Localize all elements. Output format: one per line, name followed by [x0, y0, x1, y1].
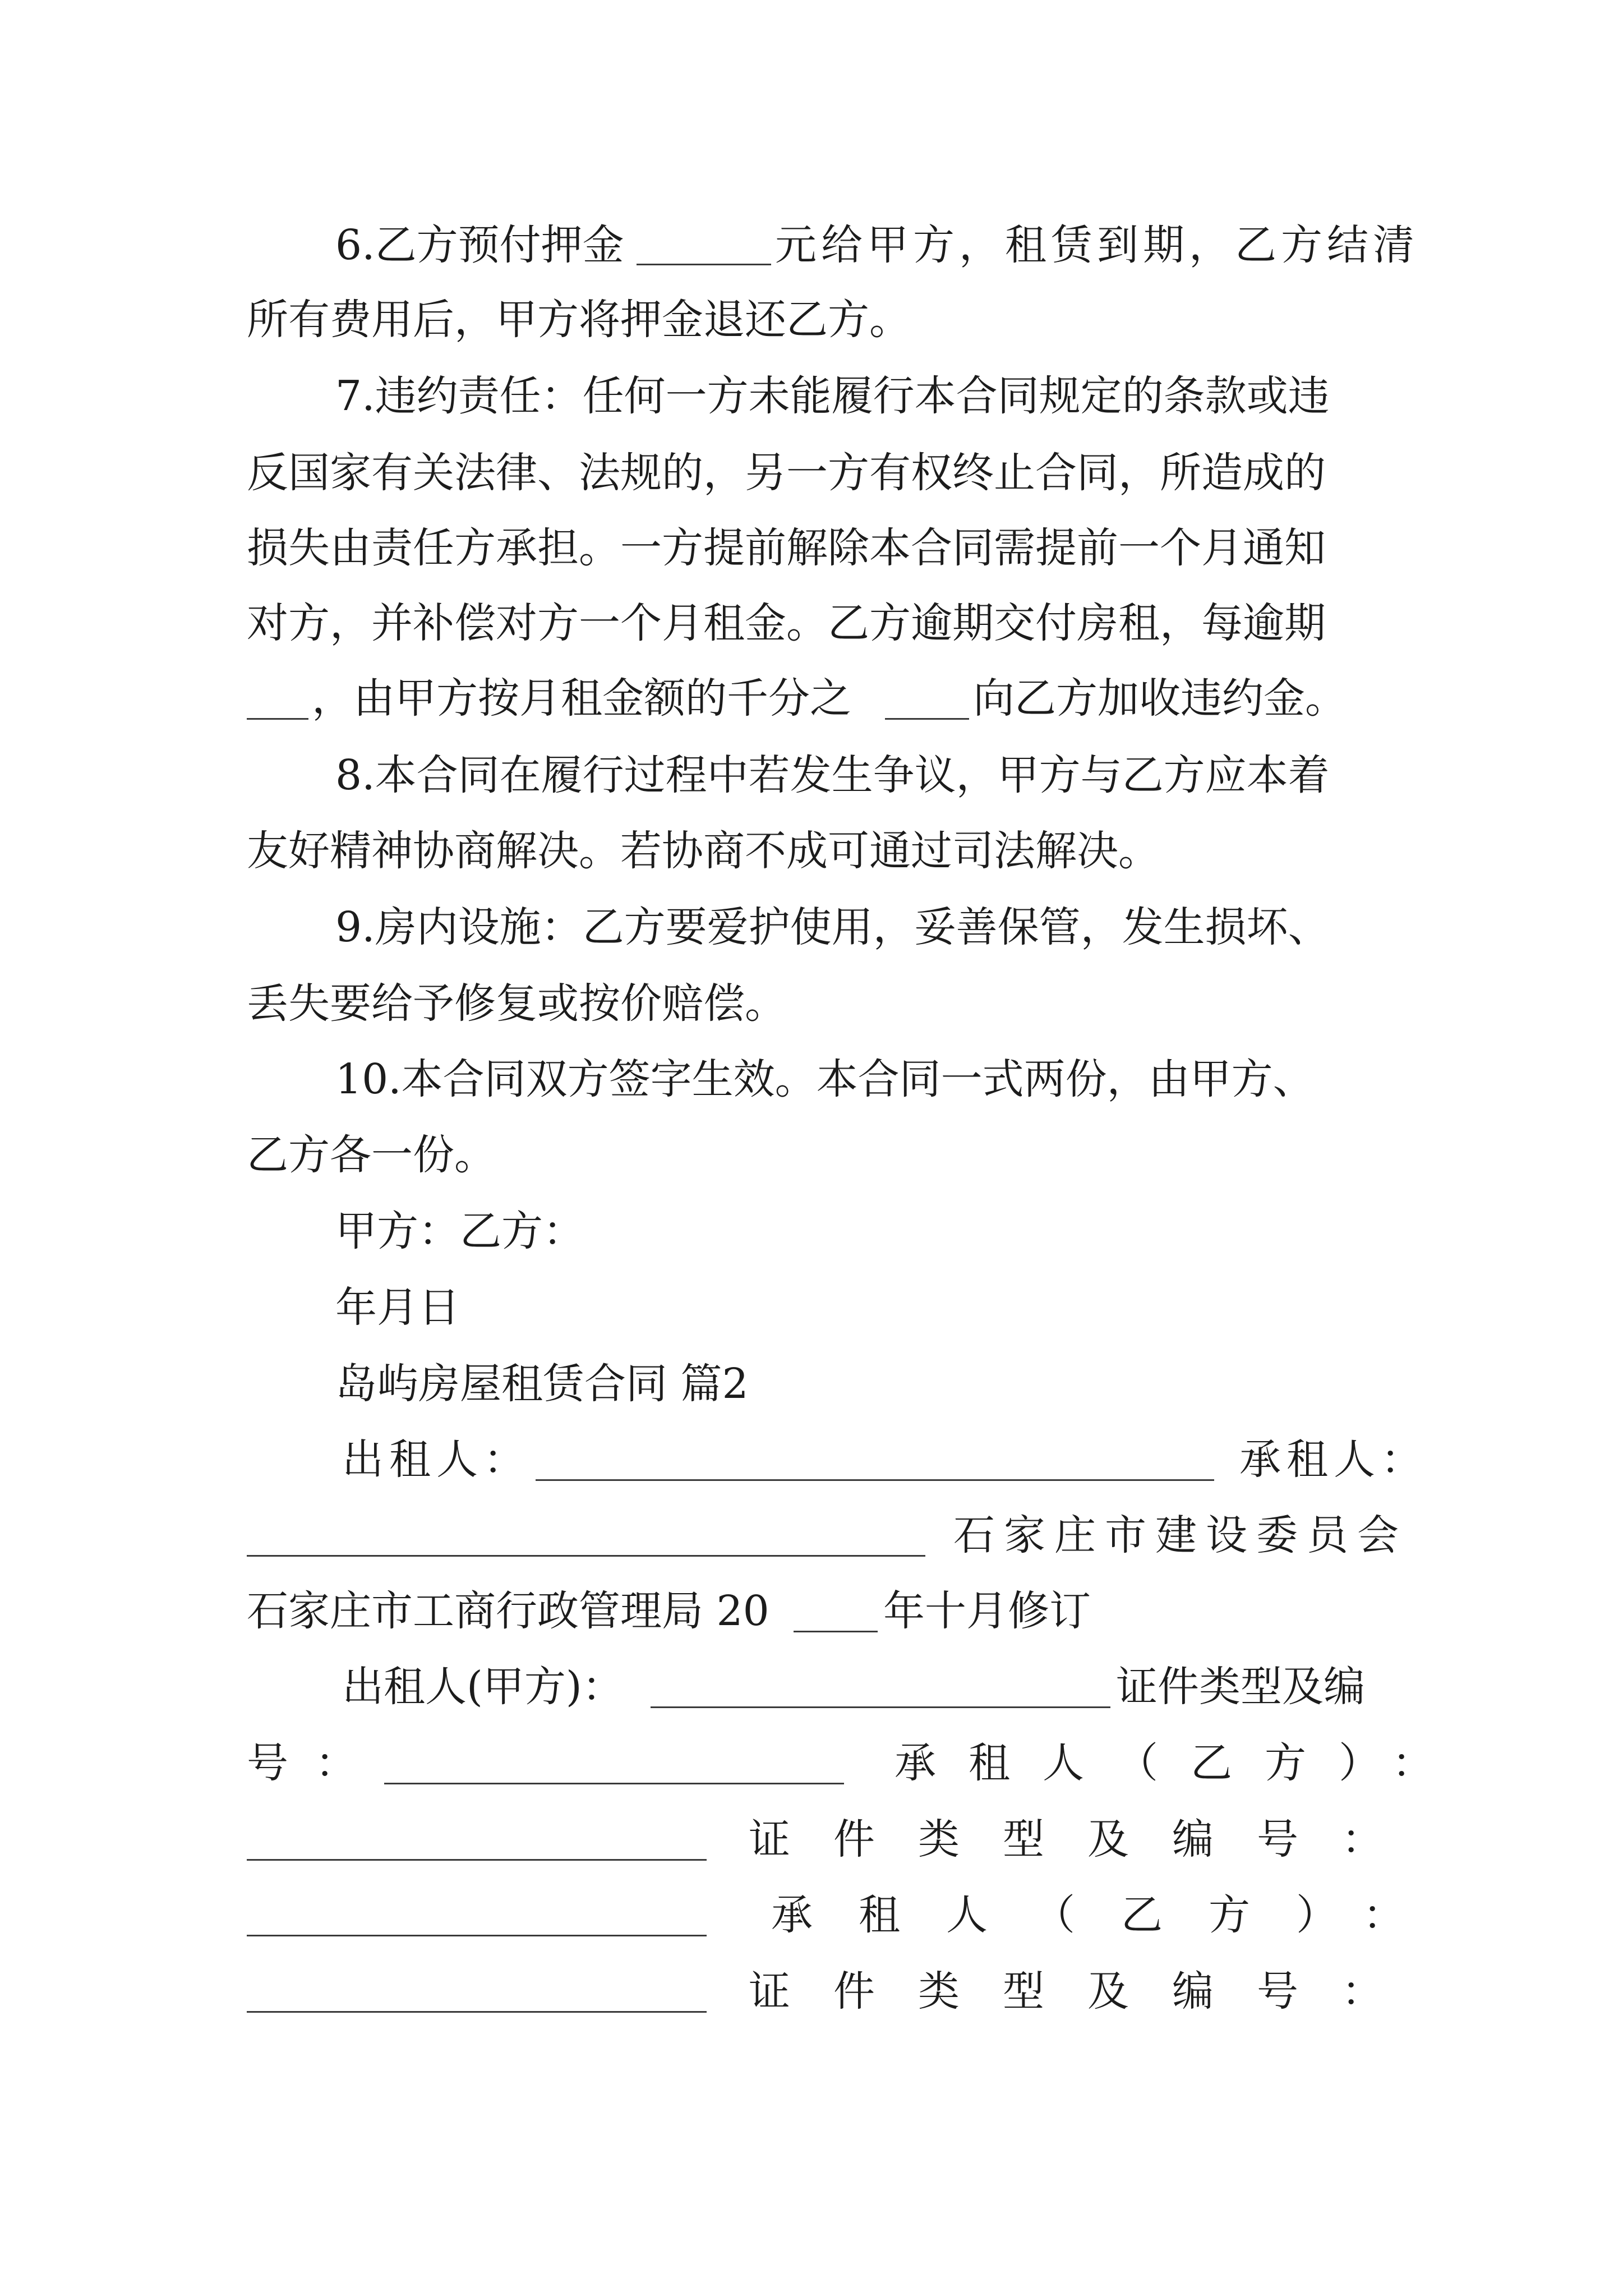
- lessee-party-label: 承租人（乙方）：: [895, 1739, 1466, 1787]
- id-type-label-2: 证件类型及编号：: [749, 1815, 1426, 1864]
- text: 元给甲方，租赁到期，乙方结清: [775, 221, 1419, 269]
- para7-line4: 对方，并补偿对方一个月租金。乙方逾期交付房租，每逾期: [247, 599, 1326, 647]
- id-type-label-cont: 号：: [247, 1739, 384, 1787]
- id-type-label: 证件类型及编: [1116, 1663, 1365, 1711]
- lessee-party-label-2: 承租人（乙方）：: [771, 1891, 1450, 1939]
- bureau-suffix: 年十月修订: [883, 1587, 1091, 1635]
- blank-line: [637, 264, 771, 265]
- blank-line: [247, 1859, 707, 1861]
- para8-line1: 8.本合同在履行过程中若发生争议，甲方与乙方应本着: [335, 751, 1330, 799]
- blank-line: [247, 718, 308, 720]
- lessee-label: 承租人：: [1239, 1435, 1428, 1484]
- blank-line: [384, 1783, 844, 1784]
- para7-line1: 7.违约责任：任何一方未能履行本合同规定的条款或违: [335, 372, 1330, 420]
- signature-date: 年月日: [335, 1283, 460, 1332]
- para9-line2: 丢失要给予修复或按价赔偿。: [247, 979, 786, 1028]
- para7-line5-b: 向乙方加收违约金。: [973, 674, 1347, 723]
- para6-line1: [0, 0, 1623, 269]
- blank-line: [885, 718, 969, 720]
- blank-line: [651, 1706, 1110, 1708]
- blank-line: [247, 2011, 707, 2013]
- section-title: 岛屿房屋租赁合同 篇2: [335, 1360, 749, 1408]
- para7-line5-a: ，由甲方按月租金额的千分之: [312, 674, 851, 723]
- para6-line2: 所有费用后，甲方将押金退还乙方。: [247, 296, 911, 344]
- text: 6.乙方预付押金: [335, 221, 624, 269]
- signature-parties: 甲方：乙方：: [335, 1207, 584, 1255]
- blank-line: [247, 1935, 707, 1936]
- para7-line3: 损失由责任方承担。一方提前解除本合同需提前一个月通知: [247, 524, 1326, 572]
- lessor-party-label: 出租人(甲方)：: [342, 1663, 624, 1711]
- para10-line1: 10.本合同双方签字生效。本合同一式两份，由甲方、: [335, 1055, 1315, 1103]
- blank-line: [794, 1631, 878, 1632]
- lessor-label: 出租人：: [342, 1435, 531, 1484]
- id-type-label-3: 证件类型及编号：: [749, 1967, 1426, 2016]
- para7-line2: 反国家有关法律、法规的，另一方有权终止合同，所造成的: [247, 449, 1326, 497]
- committee: 石家庄市建设委员会: [953, 1511, 1408, 1559]
- bureau-prefix: 石家庄市工商行政管理局 20: [247, 1587, 769, 1635]
- para8-line2: 友好精神协商解决。若协商不成可通过司法解决。: [247, 827, 1160, 875]
- para10-line2: 乙方各一份。: [247, 1131, 496, 1179]
- blank-line: [247, 1555, 925, 1557]
- para9-line1: 9.房内设施：乙方要爱护使用，妥善保管，发生损坏、: [335, 903, 1330, 951]
- blank-line: [536, 1479, 1214, 1481]
